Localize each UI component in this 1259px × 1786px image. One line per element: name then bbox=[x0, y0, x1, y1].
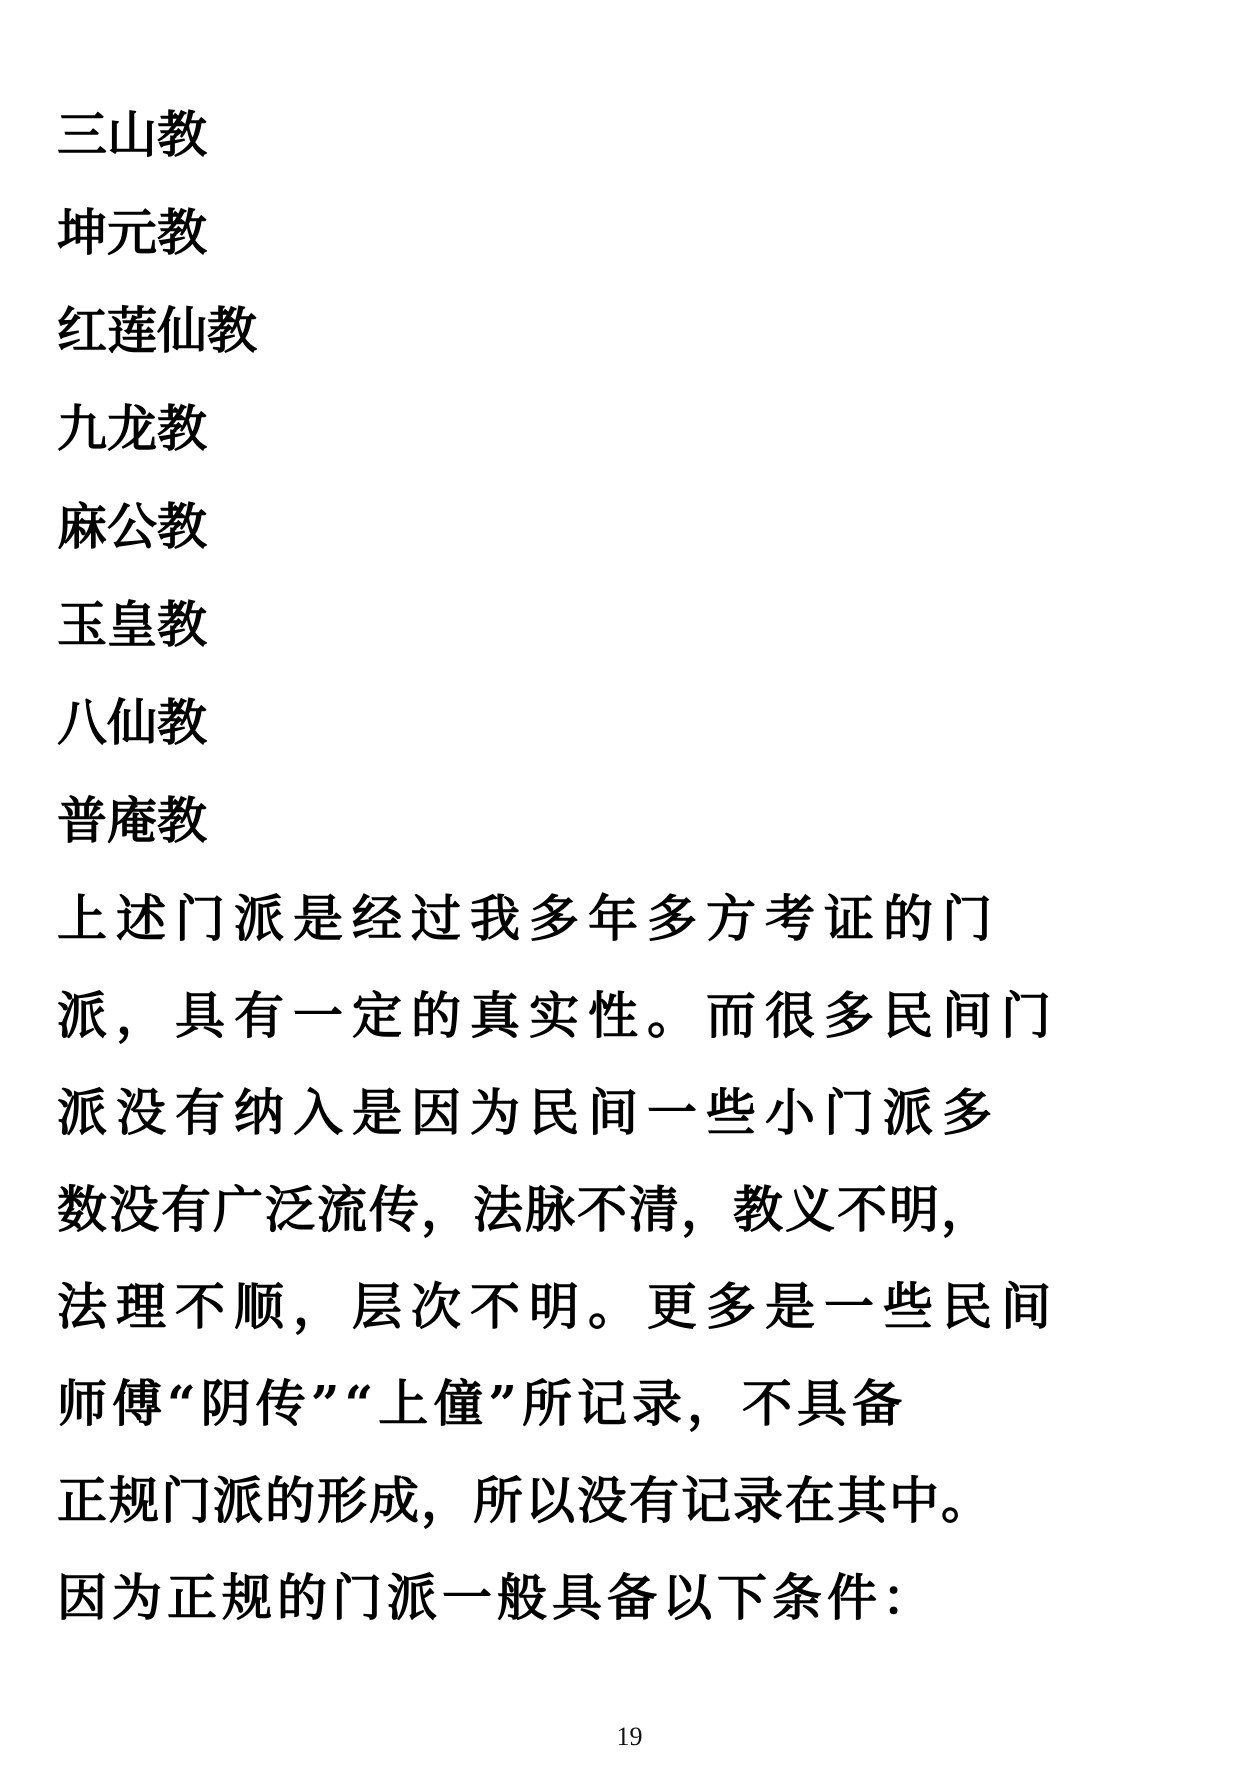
paragraph-line: 上述门派是经过我多年多方考证的门 bbox=[57, 889, 1001, 948]
sect-list-item: 玉皇教 bbox=[57, 595, 207, 654]
body-paragraph bbox=[57, 884, 1207, 1660]
paragraph-line: 数没有广泛流传，法脉不清，教义不明， bbox=[57, 1180, 993, 1239]
paragraph-line: 因为正规的门派一般具备以下条件： bbox=[57, 1568, 937, 1627]
sect-list-item: 普庵教 bbox=[57, 791, 207, 850]
sect-list-item: 红莲仙教 bbox=[57, 301, 257, 360]
sect-list-item: 八仙教 bbox=[57, 693, 207, 752]
sect-list bbox=[57, 100, 257, 884]
sect-list-item: 三山教 bbox=[57, 105, 207, 164]
paragraph-line: 派没有纳入是因为民间一些小门派多 bbox=[57, 1083, 1001, 1142]
page-number: 19 bbox=[616, 1722, 643, 1751]
paragraph-line: 师傅“阴传”“上僮”所记录，不具备 bbox=[57, 1374, 908, 1433]
sect-list-item: 麻公教 bbox=[57, 497, 207, 556]
sect-list-item: 九龙教 bbox=[57, 399, 207, 458]
paragraph-line: 正规门派的形成，所以没有记录在其中。 bbox=[57, 1471, 993, 1530]
paragraph-line: 派，具有一定的真实性。而很多民间门 bbox=[57, 986, 1060, 1045]
paragraph-line: 法理不顺，层次不明。更多是一些民间 bbox=[57, 1277, 1060, 1336]
sect-list-item: 坤元教 bbox=[57, 203, 207, 262]
